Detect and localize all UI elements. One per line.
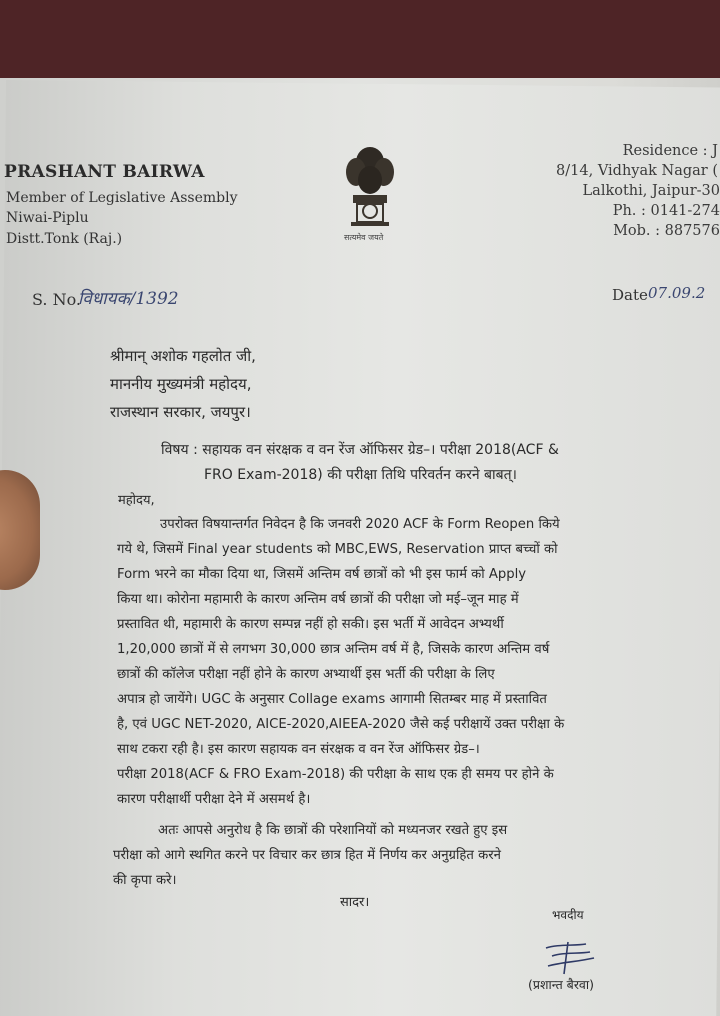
subject-line: FRO Exam-2018) की परीक्षा तिथि परिवर्तन करने बाबत्। <box>204 467 517 483</box>
salutation: महोदय, <box>118 493 155 508</box>
addressee-line: राजस्थान सरकार, जयपुर। <box>110 403 251 421</box>
sender-district: Distt.Tonk (Raj.) <box>6 231 123 247</box>
sender-title: Member of Legislative Assembly <box>6 190 238 206</box>
date-value: 07.09.2 <box>648 284 706 302</box>
sender-name: PRASHANT BAIRWA <box>4 162 205 182</box>
closing-yours: भवदीय <box>552 908 584 922</box>
residence-phone: Ph. : 0141-274 <box>612 203 720 219</box>
signature <box>538 940 608 980</box>
body-line: परीक्षा को आगे स्थगित करने पर विचार कर छात्र हित में निर्णय कर अनुग्रहित करने <box>113 848 501 863</box>
body-line: की कृपा करे। <box>113 873 177 888</box>
addressee-line: श्रीमान् अशोक गहलोत जी, <box>110 347 256 365</box>
subject-line: विषय : सहायक वन संरक्षक व वन रेंज ऑफिसर ग्रेड–। परीक्षा 2018(ACF & <box>161 442 559 458</box>
body-line: अतः आपसे अनुरोध है कि छात्रों की परेशानियों को मध्यनजर रखते हुए इस <box>158 823 508 838</box>
thumb <box>0 470 40 590</box>
body-line: Form भरने का मौका दिया था, जिसमें अन्तिम वर्ष छात्रों को भी इस फार्म को Apply <box>117 567 527 582</box>
body-line: प्रस्तावित थी, महामारी के कारण सम्पन्न नहीं हो सकी। इस भर्ती में आवेदन अभ्यर्थी <box>117 617 504 632</box>
residence-address-1: 8/14, Vidhyak Nagar ( <box>556 163 718 179</box>
sender-constituency: Niwai-Piplu <box>6 210 89 226</box>
body-line: 1,20,000 छात्रों में से लगभग 30,000 छात्र अन्तिम वर्ष में है, जिसके कारण अन्तिम वर्ष <box>117 642 550 657</box>
date-label: Date <box>612 286 648 304</box>
addressee-line: माननीय मुख्यमंत्री महोदय, <box>110 375 252 393</box>
body-line: छात्रों की कॉलेज परीक्षा नहीं होने के कारण अभ्यार्थी इस भर्ती की परीक्षा के लिए <box>117 667 495 682</box>
body-line: साथ टकरा रही है। इस कारण सहायक वन संरक्षक व वन रेंज ऑफिसर ग्रेड–। <box>117 742 480 757</box>
emblem-motto: सत्यमेव जयते <box>344 233 384 242</box>
body-line: अपात्र हो जायेंगे। UGC के अनुसार Collage exams आगामी सितम्बर माह में प्रस्तावित <box>117 692 547 707</box>
residence-address-2: Lalkothi, Jaipur-30 <box>582 183 720 199</box>
closing-regards: सादर। <box>340 895 370 910</box>
body-line: कारण परीक्षार्थी परीक्षा देने में असमर्थ है। <box>117 792 311 807</box>
signatory-name: (प्रशान्त बैरवा) <box>528 977 594 992</box>
body-line: गये थे, जिसमें Final year students को MBC,EWS, Reservation प्राप्त बच्चों को <box>117 542 558 557</box>
state-emblem <box>335 140 405 240</box>
serial-number-value: विधायक/1392 <box>78 289 179 309</box>
residence-mobile: Mob. : 887576 <box>613 223 720 239</box>
body-line: है, एवं UGC NET-2020, AICE-2020,AIEEA-2020 जैसे कई परीक्षायें उक्त परीक्षा के <box>117 717 565 732</box>
body-line: किया था। कोरोना महामारी के कारण अन्तिम वर्ष छात्रों की परीक्षा जो मई–जून माह में <box>117 592 519 607</box>
body-line: परीक्षा 2018(ACF & FRO Exam-2018) की परीक्षा के साथ एक ही समय पर होने के <box>117 767 554 782</box>
residence-label: Residence : J <box>622 143 718 159</box>
serial-number-label: S. No. <box>32 290 81 309</box>
body-line: उपरोक्त विषयान्तर्गत निवेदन है कि जनवरी 2020 ACF के Form Reopen किये <box>160 517 560 532</box>
